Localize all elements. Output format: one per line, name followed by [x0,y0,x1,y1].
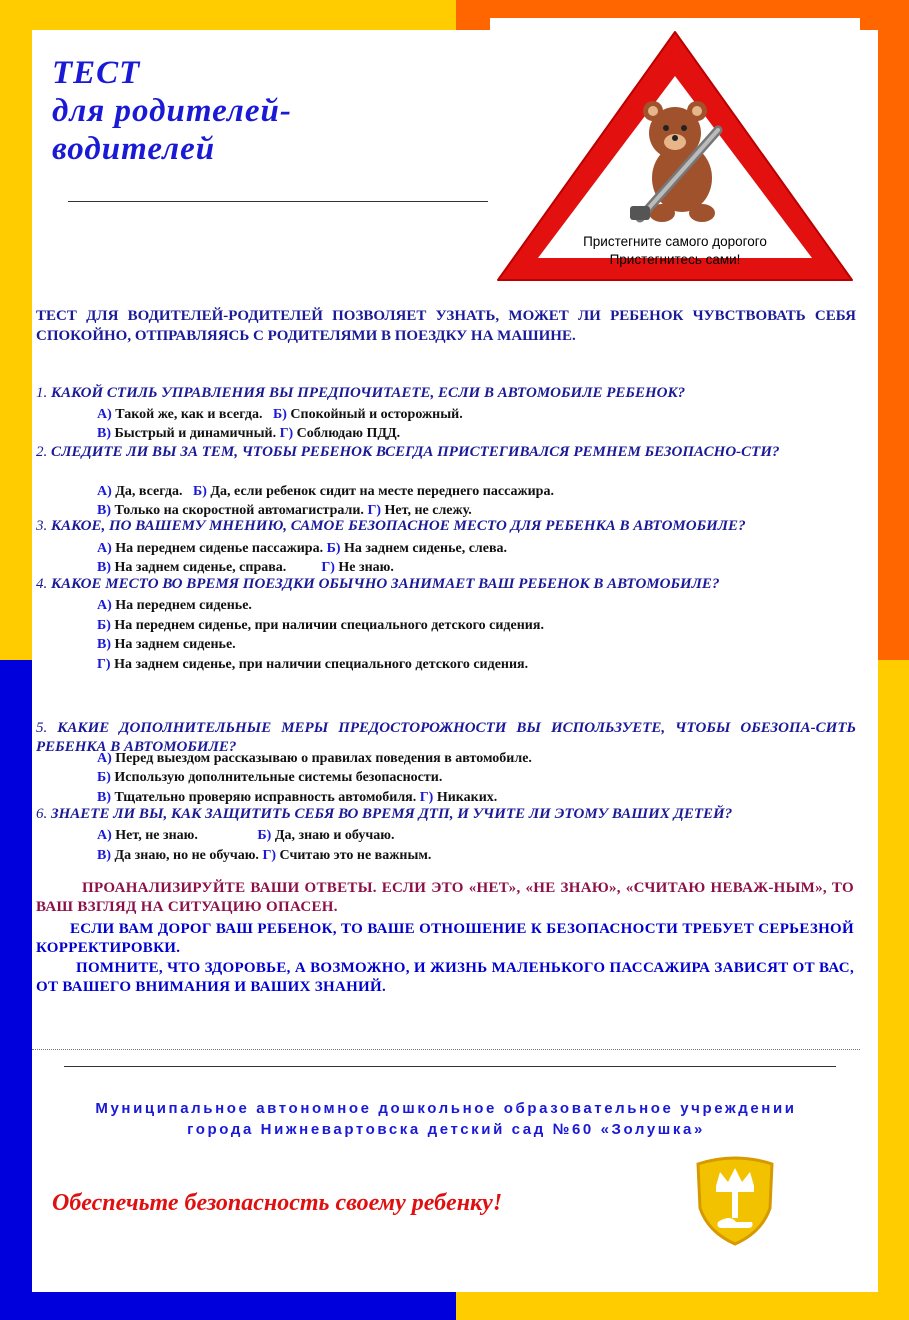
question-2 [36,443,856,462]
answer-text: Нет, не слежу. [381,503,472,518]
answer-letter: В) [97,426,111,441]
title-line-1: ТЕСТ [52,55,141,91]
answer-text: Использую дополнительные системы безопасности. [110,770,443,785]
question-number: 1. [36,385,48,401]
slogan: Обеспечьте безопасность своему ребенку! [52,1190,503,1216]
conclusion-paragraph-1: ПРОАНАЛИЗИРУЙТЕ ВАШИ ОТВЕТЫ. ЕСЛИ ЭТО «НЕТ», «НЕ ЗНАЮ», «СЧИТАЮ НЕВАЖ-НЫМ», ТО ВАШ ВЗГЛЯД НА СИТУАЦИЮ ОПАСЕН. [36,880,854,915]
answer-text: На заднем сиденье, справа. [111,560,322,575]
answer-line [97,539,507,558]
answer-line [97,596,252,615]
poster-page [32,30,878,1292]
answer-line [97,616,544,635]
answer-text: На переднем сиденье пассажира. [111,541,327,556]
answer-letter: Б) [272,407,287,422]
question-4 [36,575,856,594]
answer-letter: Г) [262,848,277,863]
answer-text: Да, всегда. [111,484,193,499]
answer-text: На переднем сиденье, при наличии специального детского сидения. [110,618,544,633]
title-line-3: водителей [52,131,216,167]
question-text: КАКОЙ СТИЛЬ УПРАВЛЕНИЯ ВЫ ПРЕДПОЧИТАЕТЕ, ЕСЛИ В АВТОМОБИЛЕ РЕБЕНОК? [47,385,686,401]
answer-text: На заднем сиденье, слева. [340,541,508,556]
answer-letter: Б) [97,618,111,633]
answer-text: Спокойный и осторожный. [286,407,463,422]
question-number: 6. [36,806,48,822]
answer-letter: А) [97,598,112,613]
answer-text: Да, знаю и обучаю. [271,828,395,843]
warning-sign [490,18,860,293]
answer-letter: В) [97,637,111,652]
question-number: 3. [36,518,48,534]
answer-text: Тщательно проверяю исправность автомобиля. [111,790,420,805]
answer-line [97,482,554,501]
question-text: ЗНАЕТЕ ЛИ ВЫ, КАК ЗАЩИТИТЬ СЕБЯ ВО ВРЕМЯ ДТП, И УЧИТЕ ЛИ ЭТОМУ ВАШИХ ДЕТЕЙ? [47,806,733,822]
answer-line [97,826,394,845]
answer-text: Никаких. [433,790,498,805]
answer-text: Быстрый и динамичный. [111,426,280,441]
question-6 [36,805,856,824]
title-line-2: для родителей- [52,93,292,129]
question-text: СЛЕДИТЕ ЛИ ВЫ ЗА ТЕМ, ЧТОБЫ РЕБЕНОК ВСЕГДА ПРИСТЕГИВАЛСЯ РЕМНЕМ БЕЗОПАСНО-СТИ? [47,444,780,460]
organization-line-1: Муниципальное автономное дошкольное образовательное учреждении [95,1100,797,1117]
sign-text-line-1: Пристегните самого дорогого [583,234,767,249]
sign-text-line-2: Пристегнитесь сами! [609,252,741,267]
question-text: КАКИЕ ДОПОЛНИТЕЛЬНЫЕ МЕРЫ ПРЕДОСТОРОЖНОСТИ ВЫ ИСПОЛЬЗУЕТЕ, ЧТОБЫ ОБЕЗОПА-СИТЬ РЕБЕНКА В АВТОМОБИЛЕ? [36,720,856,755]
answer-text: На заднем сиденье. [111,637,236,652]
answer-letter: Б) [193,484,207,499]
answer-text: Да, если ребенок сидит на месте переднего пассажира. [206,484,554,499]
conclusion-paragraph-2: ЕСЛИ ВАМ ДОРОГ ВАШ РЕБЕНОК, ТО ВАШЕ ОТНОШЕНИЕ К БЕЗОПАСНОСТИ ТРЕБУЕТ СЕРЬЕЗНОЙ КОРРЕКТИРОВКИ. [36,921,854,956]
question-text: КАКОЕ МЕСТО ВО ВРЕМЯ ПОЕЗДКИ ОБЫЧНО ЗАНИМАЕТ ВАШ РЕБЕНОК В АВТОМОБИЛЕ? [47,576,720,592]
conclusion-paragraph-3: ПОМНИТЕ, ЧТО ЗДОРОВЬЕ, А ВОЗМОЖНО, И ЖИЗНЬ МАЛЕНЬКОГО ПАССАЖИРА ЗАВИСЯТ ОТ ВАС, ОТ ВАШЕГО ВНИМАНИЯ И ВАШИХ ЗНАНИЙ. [36,960,854,995]
question-number: 5. [36,720,48,736]
answer-line [97,846,431,865]
answer-line [97,655,528,674]
question-3 [36,517,856,536]
question-1 [36,384,856,403]
answer-line [97,635,236,654]
answer-letter: А) [97,407,112,422]
answer-letter: Г) [419,790,434,805]
answer-letter: Б) [326,541,341,556]
page-title [52,54,292,168]
crown-shield-emblem-icon [692,1156,778,1246]
answer-text: Нет, не знаю. [111,828,258,843]
organization-line-2: города Нижневартовска детский сад №60 «Золушка» [187,1121,705,1138]
answer-letter: Б) [257,828,272,843]
answer-text: На заднем сиденье, при наличии специального детского сидения. [110,657,529,672]
question-number: 4. [36,576,48,592]
answer-text: Считаю это не важным. [276,848,432,863]
answer-line [97,405,463,424]
question-text: КАКОЕ, ПО ВАШЕМУ МНЕНИЮ, САМОЕ БЕЗОПАСНОЕ МЕСТО ДЛЯ РЕБЕНКА В АВТОМОБИЛЕ? [47,518,746,534]
answer-text: Не знаю. [334,560,394,575]
answer-letter: Г) [279,426,294,441]
answer-letter: Б) [97,770,111,785]
intro-text: ТЕСТ ДЛЯ ВОДИТЕЛЕЙ-РОДИТЕЛЕЙ ПОЗВОЛЯЕТ УЗНАТЬ, МОЖЕТ ЛИ РЕБЕНОК ЧУВСТВОВАТЬ СЕБЯ СПОКОЙНО, ОТПРАВЛЯЯСЬ С РОДИТЕЛЯМИ В ПОЕЗДКУ НА МАШИНЕ. [36,308,856,344]
answer-text: Соблюдаю ПДД. [293,426,401,441]
question-number: 2. [36,444,48,460]
answer-line [97,749,532,768]
answer-letter: А) [97,541,112,556]
answer-text: Да знаю, но не обучаю. [111,848,263,863]
answer-letter: Г) [97,657,111,672]
answer-letter: А) [97,484,112,499]
answer-line [97,768,442,787]
answer-text: Такой же, как и всегда. [111,407,273,422]
answer-letter: А) [97,751,112,766]
answer-text: Только на скоростной автомагистрали. [111,503,368,518]
answer-letter: Г) [367,503,382,518]
answer-text: На переднем сиденье. [111,598,252,613]
dotted-divider [32,1049,860,1050]
title-divider [68,201,488,202]
answer-letter: В) [97,848,111,863]
answer-letter: Г) [321,560,335,575]
solid-divider [64,1066,836,1067]
answer-letter: А) [97,828,112,843]
answer-letter: В) [97,790,111,805]
answer-letter: В) [97,560,111,575]
answer-letter: В) [97,503,111,518]
answer-line [97,424,400,443]
answer-text: Перед выездом рассказываю о правилах поведения в автомобиле. [111,751,532,766]
